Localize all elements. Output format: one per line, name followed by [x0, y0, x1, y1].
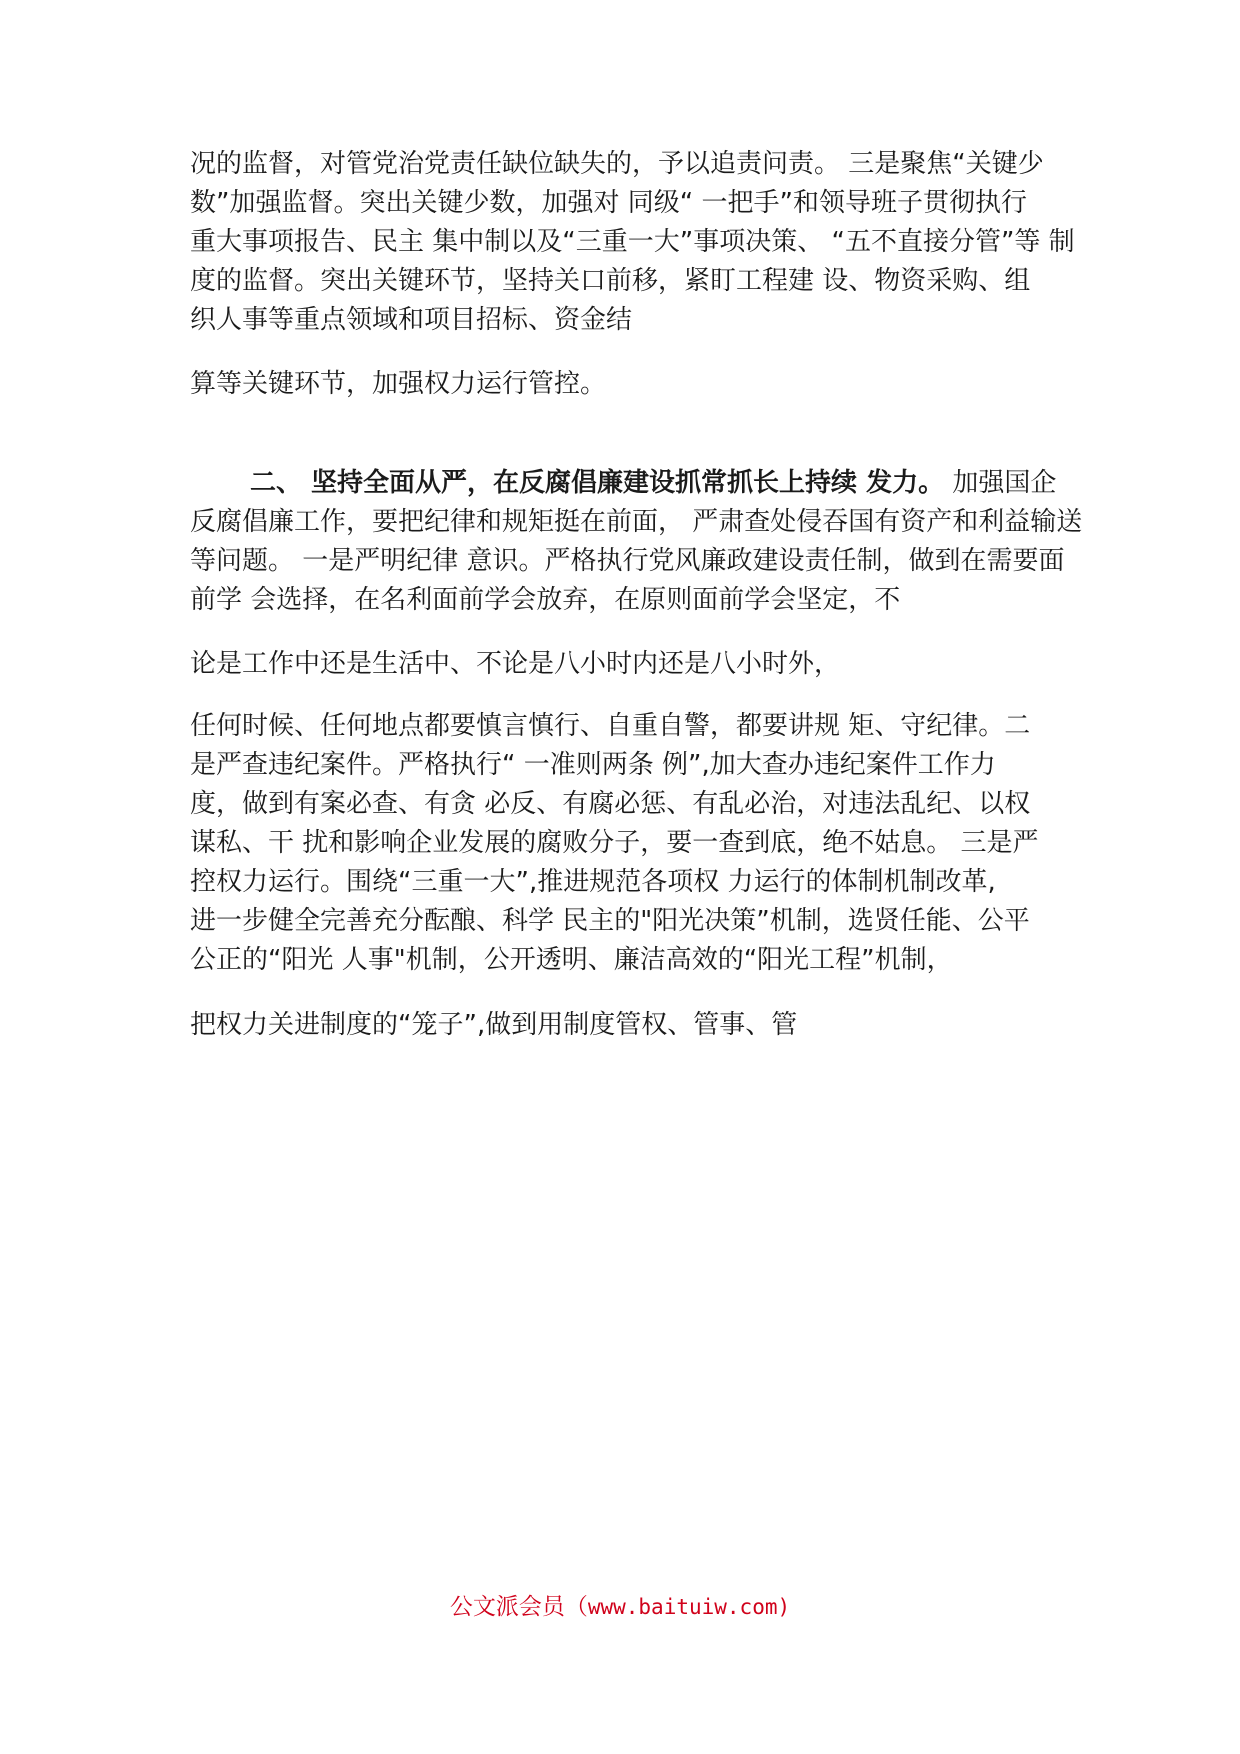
- body-text-line: 谋私、干 扰和影响企业发展的腐败分子，要一查到底，绝不姑息。 三是严: [190, 828, 1039, 858]
- body-text-line: 前学 会选择，在名利面前学会放弃，在原则面前学会坚定，不: [190, 585, 901, 615]
- body-text-line: 控权力运行。围绕“三重一大”,推进规范各项权 力运行的体制机制改革,: [190, 867, 996, 897]
- section-heading-line: [250, 466, 1056, 500]
- body-text-line: 任何时候、任何地点都要慎言慎行、自重自警，都要讲规 矩、守纪律。二: [190, 711, 1031, 741]
- body-text-line: 是严查违纪案件。严格执行“ 一准则两条 例”,加大查办违纪案件工作力: [190, 750, 996, 780]
- footer-brand: 公文派会员（: [449, 1594, 588, 1620]
- body-text-line: 况的监督，对管党治党责任缺位缺失的，予以追责问责。 三是聚焦“关键少: [190, 149, 1044, 179]
- footer-watermark: [0, 1592, 1240, 1623]
- body-text-line: 度，做到有案必查、有贪 必反、有腐必惩、有乱必治，对违法乱纪、以权: [190, 789, 1031, 819]
- body-text-line: 等问题。 一是严明纪律 意识。严格执行党风廉政建设责任制，做到在需要面: [190, 546, 1065, 576]
- body-text-line: 织人事等重点领域和项目招标、资金结: [190, 305, 633, 335]
- heading-tail-text: 加强国企: [944, 468, 1057, 498]
- body-text-line: 论是工作中还是生活中、不论是八小时内还是八小时外，: [190, 649, 841, 679]
- body-text-line: 算等关键环节，加强权力运行管控。: [190, 369, 607, 399]
- body-text-line: 反腐倡廉工作，要把纪律和规矩挺在前面， 严肃查处侵吞国有资产和利益输送: [190, 507, 1083, 537]
- footer-url[interactable]: www.baituiw.com): [587, 1595, 791, 1619]
- body-text-line: 度的监督。突出关键环节，坚持关口前移，紧盯工程建 设、物资采购、组: [190, 266, 1031, 296]
- body-text-line: 公正的“阳光 人事"机制，公开透明、廉洁高效的“阳光工程”机制，: [190, 945, 953, 975]
- body-text-line: 进一步健全完善充分酝酿、科学 民主的"阳光决策”机制，选贤任能、公平: [190, 906, 1030, 936]
- body-text-line: 把权力关进制度的“笼子”,做到用制度管权、管事、管: [190, 1010, 798, 1040]
- body-text-line: 数”加强监督。突出关键少数，加强对 同级“ 一把手”和领导班子贯彻执行: [190, 188, 1027, 218]
- section-heading: 二、 坚持全面从严，在反腐倡廉建设抓常抓长上持续 发力。: [250, 468, 945, 498]
- body-text-line: 重大事项报告、民主 集中制以及“三重一大”事项决策、 “五不直接分管”等 制: [190, 227, 1075, 257]
